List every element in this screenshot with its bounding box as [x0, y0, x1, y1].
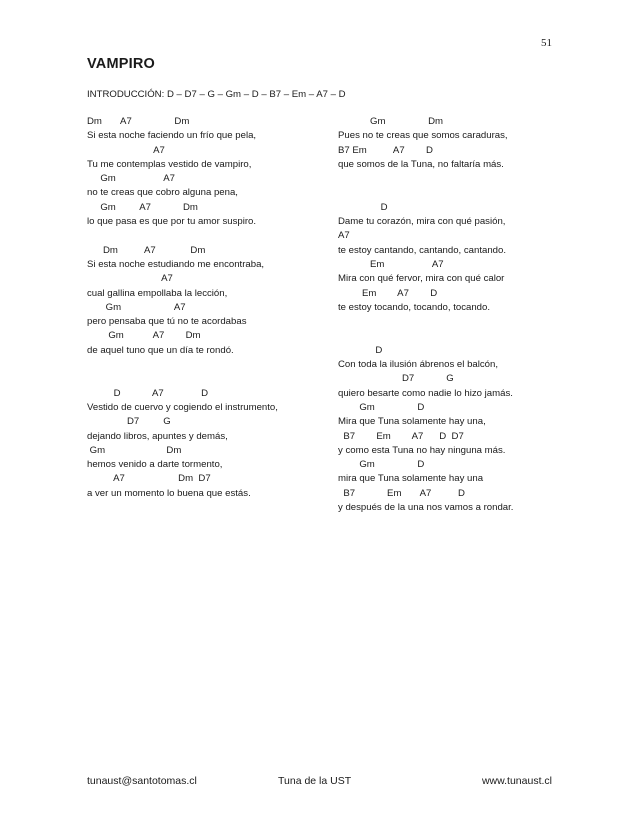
- lyric-line: y como esta Tuna no hay ninguna más.: [338, 444, 506, 456]
- lyric-line: A7: [87, 144, 165, 156]
- lyric-line: D7 G: [87, 416, 171, 428]
- lyric-line: Gm A7: [87, 301, 186, 313]
- lyric-line: Dame tu corazón, mira con qué pasión,: [338, 216, 506, 228]
- lyric-line: A7: [87, 273, 173, 285]
- lyric-line: no te creas que cobro alguna pena,: [87, 187, 238, 199]
- blank-line: [338, 186, 568, 200]
- blank-line: [87, 358, 337, 372]
- lyric-line: A7: [338, 230, 350, 242]
- song-title: VAMPIRO: [87, 56, 155, 72]
- lyric-line: que somos de la Tuna, no faltaría más.: [338, 158, 504, 170]
- lyric-line: Si esta noche estudiando me encontraba,: [87, 258, 265, 270]
- footer-website: www.tunaust.cl: [481, 775, 552, 787]
- right-lyrics-column: [338, 115, 568, 515]
- blank-line: [87, 372, 337, 386]
- lyric-line: Gm A7 Dm: [87, 330, 201, 342]
- lyric-line: Mira que Tuna solamente hay una,: [338, 416, 486, 428]
- page-number: 51: [541, 37, 552, 49]
- lyric-line: B7 Em A7 D D7: [338, 430, 464, 442]
- lyric-line: Tu me contemplas vestido de vampiro,: [87, 158, 252, 170]
- lyric-line: te estoy tocando, tocando, tocando.: [338, 301, 491, 313]
- lyric-line: Gm D: [338, 459, 425, 471]
- blank-line: [338, 315, 568, 329]
- lyric-line: pero pensaba que tú no te acordabas: [87, 316, 247, 328]
- lyric-line: Dm A7 Dm: [87, 244, 206, 256]
- lyric-line: y después de la una nos vamos a rondar.: [338, 502, 514, 514]
- lyric-line: Pues no te creas que somos caraduras,: [338, 130, 508, 142]
- footer-group-name: Tuna de la UST: [278, 775, 352, 787]
- lyric-line: cual gallina empollaba la lección,: [87, 287, 228, 299]
- lyric-line: Vestido de cuervo y cogiendo el instrumento,: [87, 401, 278, 413]
- lyric-line: B7 Em A7 D: [338, 487, 465, 499]
- lyric-line: hemos venido a darte tormento,: [87, 459, 223, 471]
- lyric-line: Si esta noche faciendo un frío que pela,: [87, 130, 257, 142]
- lyric-line: Con toda la ilusión ábrenos el balcón,: [338, 359, 499, 371]
- lyric-line: Mira con qué fervor, mira con qué calor: [338, 273, 505, 285]
- lyric-line: B7 Em A7 D: [338, 144, 433, 156]
- lyric-line: de aquel tuno que un día te rondó.: [87, 344, 234, 356]
- lyric-line: D: [338, 201, 388, 213]
- lyric-line: a ver un momento lo buena que estás.: [87, 487, 251, 499]
- lyric-line: Em A7 D: [338, 287, 438, 299]
- lyric-line: Gm A7 Dm: [87, 201, 198, 213]
- blank-line: [87, 229, 337, 243]
- blank-line: [338, 172, 568, 186]
- lyric-line: D A7 D: [87, 387, 209, 399]
- lyric-line: quiero besarte como nadie lo hizo jamás.: [338, 387, 513, 399]
- left-lyrics-column: [87, 115, 337, 501]
- lyric-line: A7 Dm D7: [87, 473, 211, 485]
- lyric-line: Gm D: [338, 401, 425, 413]
- lyric-line: dejando libros, apuntes y demás,: [87, 430, 228, 442]
- lyric-line: lo que pasa es que por tu amor suspiro.: [87, 216, 257, 228]
- lyric-line: Gm Dm: [338, 116, 444, 127]
- lyric-line: Dm A7 Dm: [87, 116, 190, 127]
- lyric-line: Gm Dm: [87, 444, 182, 456]
- lyric-line: Gm A7: [87, 173, 175, 185]
- footer-email: tunaust@santotomas.cl: [87, 775, 197, 787]
- lyric-line: mira que Tuna solamente hay una: [338, 473, 484, 485]
- blank-line: [338, 329, 568, 343]
- introduction-chords: INTRODUCCIÓN: D – D7 – G – Gm – D – B7 – Em – A7 – D: [87, 89, 346, 100]
- lyric-line: te estoy cantando, cantando, cantando.: [338, 244, 507, 256]
- lyric-line: Em A7: [338, 258, 444, 270]
- lyric-line: D7 G: [338, 373, 454, 385]
- lyric-line: D: [338, 344, 383, 356]
